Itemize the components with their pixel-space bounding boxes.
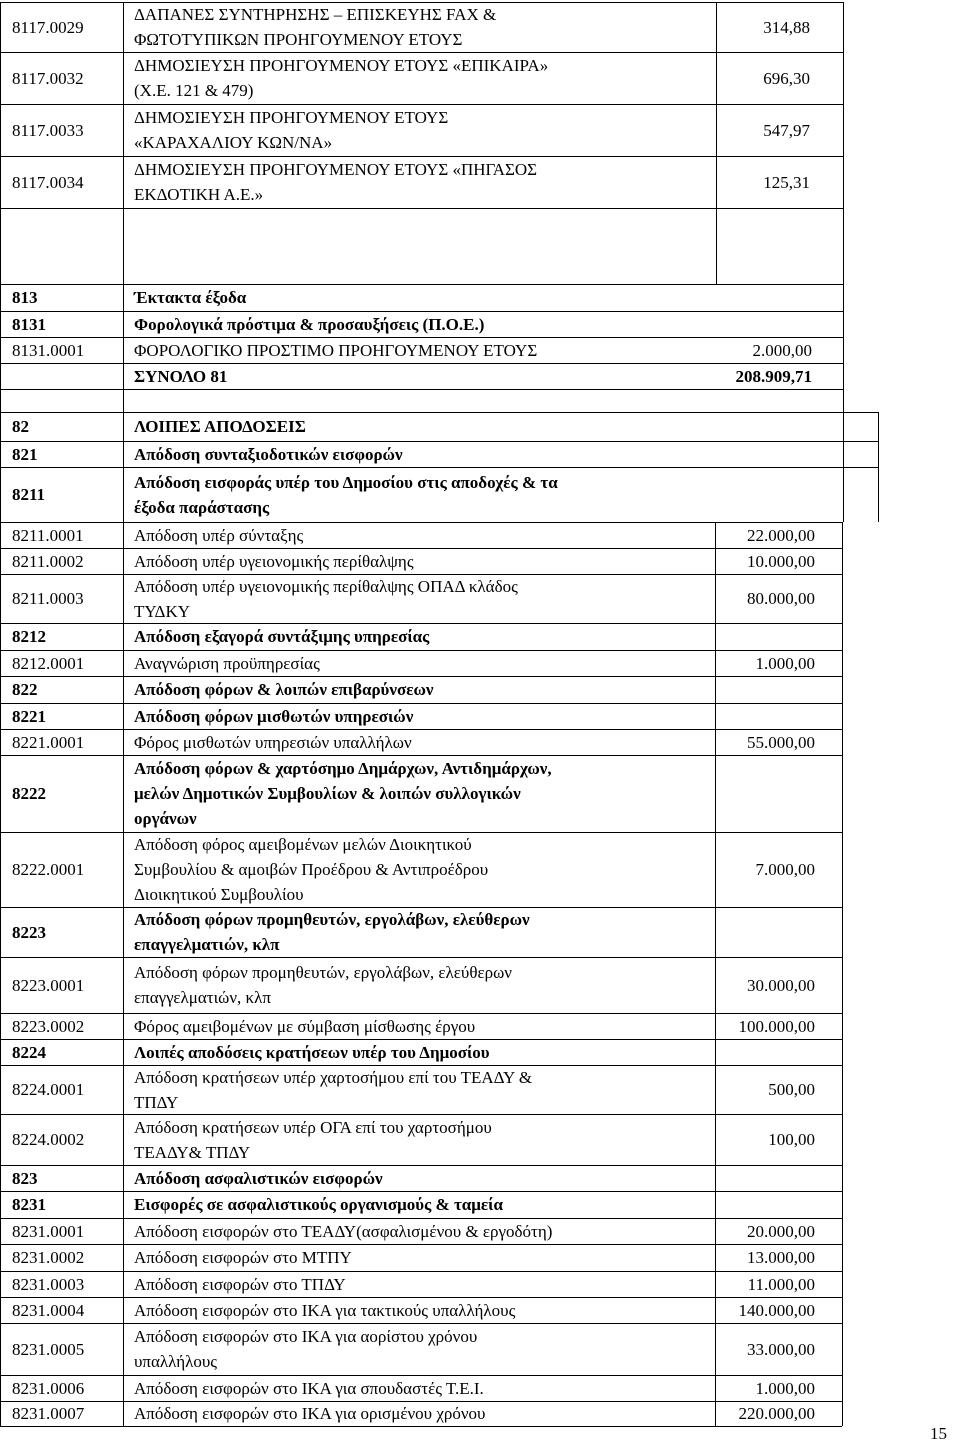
table-row	[0, 957, 960, 1013]
column-divider	[123, 1065, 124, 1114]
column-divider	[0, 623, 1, 650]
column-divider	[842, 650, 843, 676]
amount-value: 7.000,00	[755, 860, 815, 879]
column-divider	[123, 755, 124, 832]
column-divider	[123, 337, 124, 363]
column-divider	[123, 52, 124, 104]
column-divider	[123, 548, 124, 574]
column-divider	[843, 52, 844, 104]
column-divider	[0, 412, 1, 441]
column-divider	[878, 441, 879, 467]
account-code: 8223.0001	[12, 975, 85, 995]
amount-value	[675, 755, 815, 832]
column-divider	[0, 363, 1, 389]
account-code: 8211.0003	[12, 589, 84, 608]
description-text: Απόδοση κρατήσεων υπέρ ΟΓΑ επί του χαρτοσήμου ΤΕΑΔΥ& ΤΠΔΥ	[134, 1117, 492, 1162]
account-code: 8211.0002	[12, 551, 84, 571]
column-divider	[0, 755, 1, 832]
account-description	[134, 1401, 714, 1426]
description-text: Απόδοση εισφορών στο ΜΤΠΥ	[134, 1248, 352, 1267]
column-divider	[0, 1375, 1, 1401]
amount-value	[672, 467, 812, 522]
column-divider	[842, 1191, 843, 1218]
table-row	[0, 832, 960, 907]
table-row	[0, 1271, 960, 1297]
column-divider	[0, 1191, 1, 1218]
description-text: Απόδοση φόρων & λοιπών επιβαρύνσεων	[134, 680, 434, 699]
column-divider	[843, 208, 844, 284]
column-divider	[0, 1114, 1, 1165]
column-divider	[0, 104, 1, 156]
account-description	[134, 548, 714, 574]
table-row	[0, 1375, 960, 1401]
account-description	[134, 703, 714, 729]
account-description	[134, 104, 714, 156]
column-divider	[0, 957, 1, 1013]
column-divider	[123, 412, 124, 441]
account-code: 8231.0002	[12, 1248, 85, 1267]
column-divider	[843, 104, 844, 156]
column-divider	[123, 703, 124, 729]
column-divider	[0, 52, 1, 104]
description-text: ΣΥΝΟΛΟ 81	[134, 366, 228, 386]
amount-value	[675, 1039, 815, 1065]
table-row	[0, 1244, 960, 1271]
amount-value: 20.000,00	[747, 1221, 815, 1241]
description-text: Απόδοση φόρων μισθωτών υπηρεσιών	[134, 706, 414, 726]
column-divider	[0, 548, 1, 574]
account-description	[134, 623, 714, 650]
amount-value: 500,00	[768, 1080, 815, 1099]
account-description	[134, 676, 714, 703]
column-divider	[123, 389, 124, 412]
table-row	[0, 467, 960, 522]
amount-value: 22.000,00	[747, 525, 815, 545]
account-description	[134, 729, 714, 755]
column-divider	[0, 1013, 1, 1039]
column-divider	[0, 284, 1, 311]
column-divider	[123, 1271, 124, 1297]
column-divider	[123, 208, 124, 284]
account-description	[134, 1013, 714, 1039]
description-text: Απόδοση εξαγορά συντάξιμης υπηρεσίας	[134, 627, 430, 646]
column-divider	[843, 337, 844, 363]
column-divider	[842, 574, 843, 623]
column-divider	[0, 1323, 1, 1375]
account-code: 8221	[12, 706, 46, 726]
column-divider	[842, 1375, 843, 1401]
account-code: 8223	[12, 922, 46, 942]
description-text: ΔΑΠΑΝΕΣ ΣΥΝΤΗΡΗΣΗΣ – ΕΠΙΣΚΕΥΗΣ FAX & ΦΩΤΟΤΥΠΙΚΩΝ ΠΡΟΗΓΟΥΜΕΝΟΥ ΕΤΟΥΣ	[134, 5, 497, 49]
account-description	[134, 755, 714, 832]
account-code: 823	[12, 1168, 38, 1188]
table-row	[0, 729, 960, 755]
column-divider	[0, 703, 1, 729]
column-divider	[878, 467, 879, 522]
table-row	[0, 156, 960, 208]
column-divider	[123, 1013, 124, 1039]
account-code: 8224	[12, 1042, 46, 1062]
account-code: 8231.0006	[12, 1378, 85, 1398]
table-row	[0, 522, 960, 548]
page-number: 15	[930, 1424, 947, 1443]
amount-value: 208.909,71	[735, 366, 812, 386]
column-divider	[842, 703, 843, 729]
account-description	[134, 1323, 714, 1375]
description-text: Απόδοση υπέρ σύνταξης	[134, 525, 304, 545]
table-row	[0, 676, 960, 703]
account-description	[134, 1191, 714, 1218]
column-divider	[123, 467, 124, 522]
column-divider	[123, 1191, 124, 1218]
column-divider	[123, 522, 124, 548]
column-divider	[123, 1218, 124, 1244]
column-divider	[842, 755, 843, 832]
description-text: ΛΟΙΠΕΣ ΑΠΟΔΟΣΕΙΣ	[134, 417, 306, 436]
column-divider	[123, 729, 124, 755]
amount-value	[672, 311, 812, 337]
description-text: Απόδοση φόρων & χαρτόσημο Δημάρχων, Αντιδημάρχων, μελών Δημοτικών Συμβουλίων & λοιπών συλλογικών οργάνων	[134, 759, 552, 828]
table-row	[0, 2, 960, 52]
account-description	[134, 1375, 714, 1401]
column-divider	[123, 1039, 124, 1065]
table-row	[0, 703, 960, 729]
column-divider	[123, 676, 124, 703]
table-bottom-border	[0, 1426, 842, 1427]
account-code: 8211	[12, 485, 46, 504]
account-code: 8212	[12, 627, 46, 646]
description-text: ΔΗΜΟΣΙΕΥΣΗ ΠΡΟΗΓΟΥΜΕΝΟΥ ΕΤΟΥΣ «ΕΠΙΚΑΙΡΑ» (Χ.Ε. 121 & 479)	[134, 56, 549, 100]
description-text: Απόδοση εισφορών στο ΤΕΑΔΥ(ασφαλισμένου & εργοδότη)	[134, 1221, 553, 1241]
description-text: Απόδοση φόρων προμηθευτών, εργολάβων, ελεύθερων επαγγελματιών, κλπ	[134, 910, 530, 954]
amount-value	[672, 441, 812, 467]
column-divider	[123, 1244, 124, 1271]
amount-value: 30.000,00	[747, 975, 815, 995]
column-divider	[123, 2, 124, 52]
table-row	[0, 1191, 960, 1218]
description-text: Απόδοση συνταξιοδοτικών εισφορών	[134, 444, 403, 464]
description-text: Απόδοση εισφορών στο ΙΚΑ για ορισμένου χρόνου	[134, 1404, 486, 1423]
column-divider	[0, 337, 1, 363]
table-row	[0, 208, 960, 284]
column-divider	[0, 522, 1, 548]
column-divider	[123, 363, 124, 389]
amount-value: 2.000,00	[752, 340, 812, 360]
column-divider	[842, 1065, 843, 1114]
amount-value	[672, 284, 812, 311]
column-divider	[842, 957, 843, 1013]
description-text: Απόδοση φόρος αμειβομένων μελών Διοικητικού Συμβουλίου & αμοιβών Προέδρου & Αντιπροέδρου Διοικητικού Συμβουλίου	[134, 835, 489, 904]
amount-value: 55.000,00	[747, 732, 815, 752]
amount-value	[670, 208, 810, 284]
amount-value	[672, 412, 812, 441]
column-divider	[0, 2, 1, 52]
account-code: 8231	[12, 1195, 46, 1214]
account-description	[134, 650, 714, 676]
amount-value: 100,00	[768, 1130, 815, 1149]
description-text: Λοιπές αποδόσεις κρατήσεων υπέρ του Δημοσίου	[134, 1042, 490, 1062]
column-divider	[123, 650, 124, 676]
amount-value	[672, 389, 812, 412]
account-description	[134, 337, 714, 363]
description-text: Απόδοση ασφαλιστικών εισφορών	[134, 1168, 383, 1188]
description-text: Φόρος μισθωτών υπηρεσιών υπαλλήλων	[134, 732, 412, 752]
account-code	[12, 363, 122, 389]
table-row	[0, 623, 960, 650]
column-divider	[123, 957, 124, 1013]
description-text: ΦΟΡΟΛΟΓΙΚΟ ΠΡΟΣΤΙΜΟ ΠΡΟΗΓΟΥΜΕΝΟΥ ΕΤΟΥΣ	[134, 340, 538, 360]
account-description	[134, 2, 714, 52]
amount-value: 140.000,00	[738, 1300, 815, 1320]
table-row	[0, 907, 960, 957]
column-divider	[843, 2, 844, 52]
account-description	[134, 363, 714, 389]
account-code: 8231.0004	[12, 1300, 85, 1320]
account-description	[134, 52, 714, 104]
account-code: 8231.0007	[12, 1404, 85, 1423]
amount-value: 33.000,00	[747, 1339, 815, 1359]
column-divider	[842, 907, 843, 957]
amount-value: 314,88	[763, 17, 810, 37]
table-row	[0, 412, 960, 441]
account-code: 822	[12, 680, 38, 699]
column-divider	[842, 1165, 843, 1191]
table-row	[0, 1218, 960, 1244]
column-divider	[842, 1114, 843, 1165]
column-divider	[843, 284, 844, 311]
amount-value	[675, 703, 815, 729]
table-row	[0, 1039, 960, 1065]
account-description	[134, 311, 714, 337]
column-divider	[0, 1065, 1, 1114]
amount-value: 125,31	[763, 172, 810, 192]
column-divider	[123, 1114, 124, 1165]
description-text: Απόδοση φόρων προμηθευτών, εργολάβων, ελεύθερων επαγγελματιών, κλπ	[134, 963, 512, 1007]
amount-value: 547,97	[763, 120, 810, 140]
account-description	[134, 832, 714, 907]
column-divider	[842, 1013, 843, 1039]
description-text: Απόδοση εισφοράς υπέρ του Δημοσίου στις αποδοχές & τα έξοδα παράστασης	[134, 472, 558, 517]
amount-value	[675, 623, 815, 650]
column-divider	[0, 311, 1, 337]
amount-value: 220.000,00	[738, 1404, 815, 1423]
table-row	[0, 1165, 960, 1191]
account-code: 8117.0034	[12, 172, 84, 192]
column-divider	[0, 208, 1, 284]
account-code	[12, 389, 122, 412]
account-code: 8223.0002	[12, 1016, 85, 1036]
amount-value	[675, 1191, 815, 1218]
column-divider	[878, 412, 879, 441]
account-code: 8231.0003	[12, 1274, 85, 1294]
table-row	[0, 755, 960, 832]
account-description	[134, 156, 714, 208]
table-row	[0, 574, 960, 623]
description-text: Φόρος αμειβομένων με σύμβαση μίσθωσης έργου	[134, 1016, 476, 1036]
description-text: Αναγνώριση προϋπηρεσίας	[134, 653, 320, 673]
column-divider	[842, 1401, 843, 1426]
amount-value: 696,30	[763, 68, 810, 88]
column-divider	[123, 311, 124, 337]
account-code: 8231.0005	[12, 1339, 85, 1359]
column-divider	[843, 363, 844, 389]
column-divider	[842, 1039, 843, 1065]
column-divider	[842, 1218, 843, 1244]
account-description	[134, 1271, 714, 1297]
account-description	[134, 1114, 714, 1165]
column-divider	[0, 441, 1, 467]
column-divider	[0, 1244, 1, 1271]
table-row	[0, 1401, 960, 1426]
account-code	[12, 208, 122, 284]
account-description	[134, 1297, 714, 1323]
column-divider	[842, 1323, 843, 1375]
column-divider	[0, 729, 1, 755]
amount-value	[675, 676, 815, 703]
table-row	[0, 1114, 960, 1165]
description-text: Εισφορές σε ασφαλιστικούς οργανισμούς & ταμεία	[134, 1195, 503, 1214]
description-text: Απόδοση εισφορών στο ΙΚΑ για σπουδαστές Τ.Ε.Ι.	[134, 1378, 484, 1398]
amount-value: 80.000,00	[747, 589, 815, 608]
column-divider	[0, 1218, 1, 1244]
column-divider	[0, 650, 1, 676]
column-divider	[123, 907, 124, 957]
column-divider	[0, 1297, 1, 1323]
column-divider	[123, 574, 124, 623]
column-divider	[0, 574, 1, 623]
account-description	[134, 1165, 714, 1191]
account-code: 8222.0001	[12, 860, 85, 879]
column-divider	[842, 832, 843, 907]
column-divider	[0, 676, 1, 703]
table-row	[0, 284, 960, 311]
column-divider	[123, 441, 124, 467]
column-divider	[0, 156, 1, 208]
account-description	[134, 522, 714, 548]
amount-value: 100.000,00	[738, 1016, 815, 1036]
amount-value: 1.000,00	[755, 653, 815, 673]
account-description	[134, 1039, 714, 1065]
table-row	[0, 548, 960, 574]
column-divider	[123, 1401, 124, 1426]
amount-value: 1.000,00	[755, 1378, 815, 1398]
amount-value	[675, 1165, 815, 1191]
amount-value: 10.000,00	[747, 551, 815, 571]
table-row	[0, 363, 960, 389]
table-row	[0, 104, 960, 156]
table-row	[0, 1013, 960, 1039]
table-row	[0, 1323, 960, 1375]
column-divider	[123, 156, 124, 208]
column-divider	[123, 1375, 124, 1401]
column-divider	[842, 676, 843, 703]
column-divider	[0, 1039, 1, 1065]
description-text: ΔΗΜΟΣΙΕΥΣΗ ΠΡΟΗΓΟΥΜΕΝΟΥ ΕΤΟΥΣ «ΠΗΓΑΣΟΣ ΕΚΔΟΤΙΚΗ Α.Ε.»	[134, 160, 538, 204]
column-divider	[0, 1401, 1, 1426]
account-code: 8117.0033	[12, 120, 84, 140]
amount-value: 13.000,00	[747, 1248, 815, 1267]
column-divider	[123, 104, 124, 156]
account-code: 82	[12, 417, 29, 436]
account-description	[134, 1065, 714, 1114]
account-code: 8224.0002	[12, 1130, 85, 1149]
table-row	[0, 52, 960, 104]
account-code: 8222	[12, 784, 46, 803]
column-divider	[0, 1271, 1, 1297]
amount-value	[675, 907, 815, 957]
column-divider	[123, 623, 124, 650]
account-code: 8131	[12, 314, 46, 334]
column-divider	[123, 832, 124, 907]
account-description	[134, 284, 714, 311]
account-code: 8224.0001	[12, 1080, 85, 1099]
column-divider	[842, 1271, 843, 1297]
account-code: 8117.0032	[12, 68, 84, 88]
description-text: Φορολογικά πρόστιμα & προσαυξήσεις (Π.Ο.Ε.)	[134, 314, 485, 334]
column-divider	[842, 623, 843, 650]
column-divider	[843, 311, 844, 337]
table-row	[0, 650, 960, 676]
account-code: 8231.0001	[12, 1221, 85, 1241]
description-text: Απόδοση υπέρ υγειονομικής περίθαλψης	[134, 551, 414, 571]
column-divider	[842, 1244, 843, 1271]
description-text: Απόδοση υπέρ υγειονομικής περίθαλψης ΟΠΑΔ κλάδος ΤΥΔΚΥ	[134, 576, 518, 621]
account-code: 813	[12, 288, 38, 307]
column-divider	[0, 389, 1, 412]
table-row	[0, 1297, 960, 1323]
column-divider	[842, 522, 843, 548]
column-divider	[0, 907, 1, 957]
account-description	[134, 574, 714, 623]
account-code: 8131.0001	[12, 340, 85, 360]
table-row	[0, 389, 960, 412]
account-description	[134, 907, 714, 957]
description-text: Απόδοση εισφορών στο ΤΠΔΥ	[134, 1274, 346, 1294]
account-description	[134, 1218, 714, 1244]
column-divider	[123, 1297, 124, 1323]
column-divider	[0, 1165, 1, 1191]
description-text: Απόδοση κρατήσεων υπέρ χαρτοσήμου επί του ΤΕΑΔΥ & ΤΠΔΥ	[134, 1067, 533, 1112]
column-divider	[123, 1165, 124, 1191]
account-description	[134, 208, 714, 284]
description-text: Απόδοση εισφορών στο ΙΚΑ για αορίστου χρόνου υπαλλήλους	[134, 1327, 478, 1371]
amount-value: 11.000,00	[747, 1274, 815, 1294]
account-code: 8211.0001	[12, 525, 84, 545]
column-divider	[0, 832, 1, 907]
table-row	[0, 311, 960, 337]
account-description	[134, 957, 714, 1013]
account-code: 8221.0001	[12, 732, 85, 752]
account-code: 8117.0029	[12, 17, 84, 37]
table-row	[0, 337, 960, 363]
description-text: Απόδοση εισφορών στο ΙΚΑ για τακτικούς υπαλλήλους	[134, 1300, 516, 1320]
description-text: Έκτακτα έξοδα	[134, 288, 247, 307]
account-description	[134, 1244, 714, 1271]
column-divider	[842, 548, 843, 574]
column-divider	[0, 467, 1, 522]
table-row	[0, 1065, 960, 1114]
column-divider	[123, 284, 124, 311]
account-code: 8212.0001	[12, 653, 85, 673]
column-divider	[123, 1323, 124, 1375]
table-row	[0, 441, 960, 467]
column-divider	[843, 156, 844, 208]
column-divider	[842, 729, 843, 755]
account-code: 821	[12, 444, 38, 464]
description-text: ΔΗΜΟΣΙΕΥΣΗ ΠΡΟΗΓΟΥΜΕΝΟΥ ΕΤΟΥΣ «ΚΑΡΑΧΑΛΙΟΥ ΚΩΝ/ΝΑ»	[134, 108, 449, 152]
column-divider	[842, 1297, 843, 1323]
